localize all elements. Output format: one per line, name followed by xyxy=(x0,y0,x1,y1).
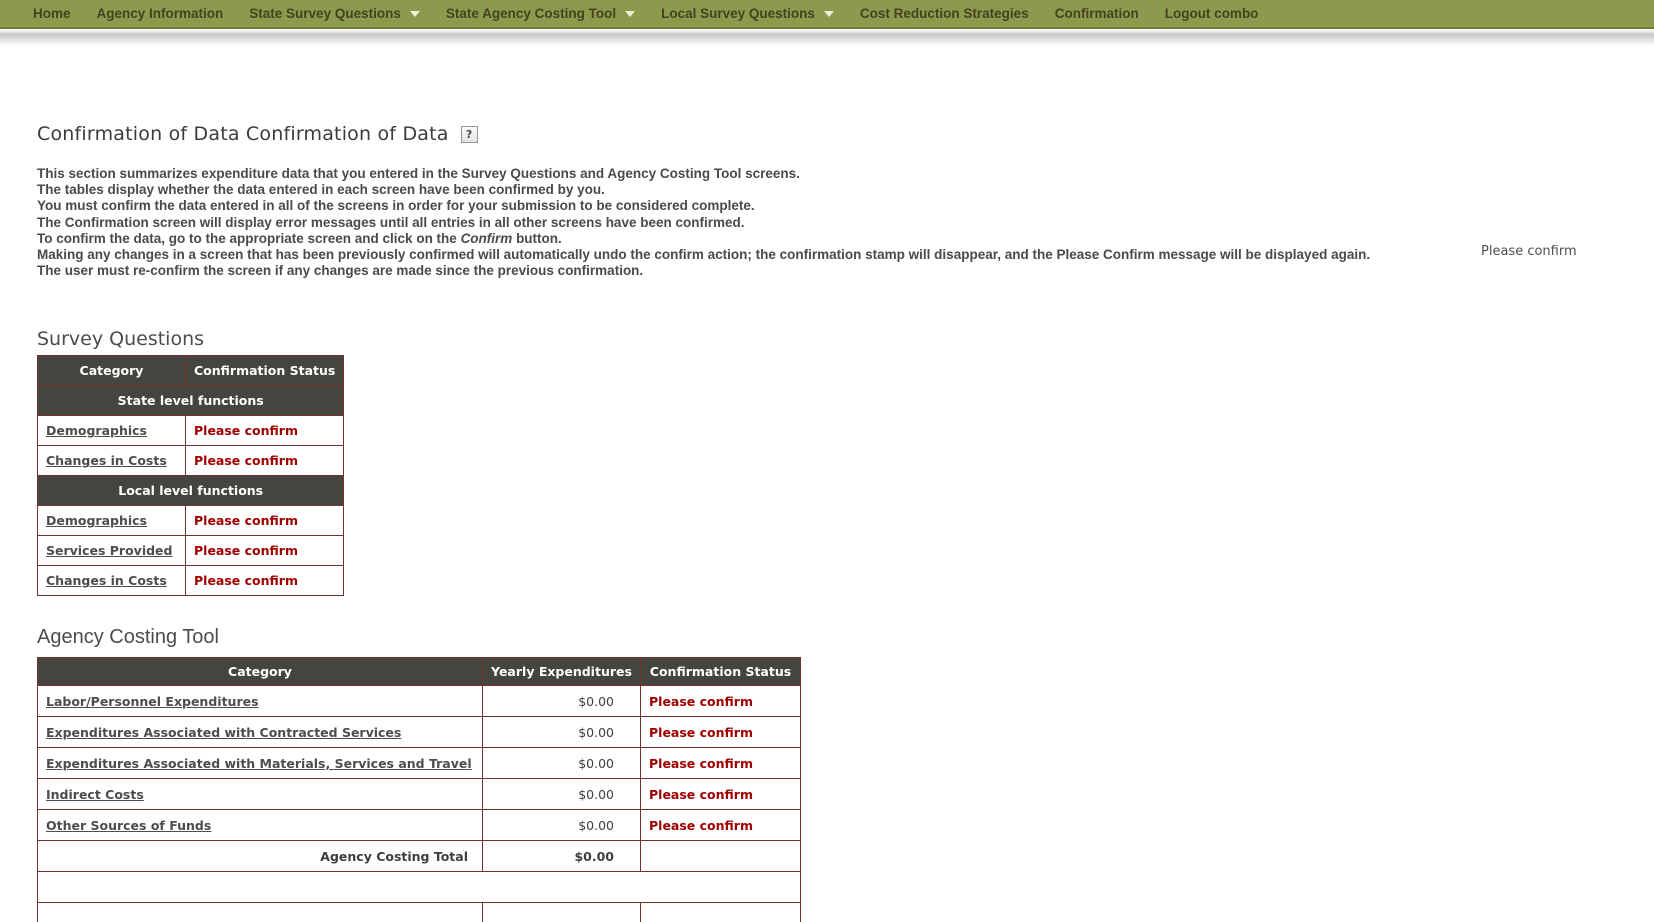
agency-costing-tool-table xyxy=(37,657,801,922)
group-header-row xyxy=(38,476,344,506)
title-row xyxy=(37,123,1654,145)
status-cell: Please confirm xyxy=(186,416,344,446)
local-services-provided-link[interactable]: Services Provided xyxy=(46,543,173,559)
confirm-word-italic: Confirm xyxy=(460,230,513,246)
nav-item-state-survey-questions[interactable] xyxy=(236,6,433,21)
column-header-category: Category xyxy=(38,658,483,686)
category-cell xyxy=(38,536,186,566)
column-header-confirmation-status: Confirmation Status xyxy=(641,658,801,686)
nav-item-label: Cost Reduction Strategies xyxy=(859,6,1029,21)
column-header-confirmation-status: Confirmation Status xyxy=(186,356,344,386)
table-row xyxy=(38,446,344,476)
status-cell: Please confirm xyxy=(641,779,801,810)
nav-item-label: Home xyxy=(33,6,71,21)
labor-personnel-expenditures-link[interactable]: Labor/Personnel Expenditures xyxy=(46,693,259,709)
category-cell xyxy=(38,416,186,446)
amount-cell: $0.00 xyxy=(483,810,641,841)
nav-item-logout-combo[interactable] xyxy=(1152,6,1272,21)
nav-item-local-survey-questions[interactable] xyxy=(648,6,847,21)
page-title: Confirmation of Data Confirmation of Data xyxy=(37,123,449,145)
column-header-yearly-expenditures: Yearly Expenditures xyxy=(483,658,641,686)
local-demographics-link[interactable]: Demographics xyxy=(46,513,147,529)
nav-item-home[interactable] xyxy=(20,6,84,21)
table-header-row xyxy=(38,356,344,386)
amount-cell: $0.00 xyxy=(483,779,641,810)
nav-item-cost-reduction-strategies[interactable] xyxy=(847,6,1042,21)
table-row xyxy=(38,748,801,779)
state-changes-in-costs-link[interactable]: Changes in Costs xyxy=(46,453,167,469)
table-row xyxy=(38,779,801,810)
nav-item-state-agency-costing-tool[interactable] xyxy=(433,6,648,21)
survey-questions-table xyxy=(37,355,344,596)
instruction-line: The Confirmation screen will display error messages until all entries in all other screens have been confirmed. xyxy=(37,214,745,230)
table-header-row xyxy=(38,658,801,686)
group-header-row xyxy=(38,386,344,416)
nav-item-label: Logout combo xyxy=(1164,6,1259,21)
category-cell xyxy=(38,446,186,476)
category-cell xyxy=(38,810,483,841)
empty-row xyxy=(38,872,801,903)
table-row xyxy=(38,536,344,566)
category-cell xyxy=(38,686,483,717)
help-icon[interactable]: ? xyxy=(461,126,478,143)
amount-cell: $0.00 xyxy=(483,717,641,748)
instructions-text xyxy=(37,166,1654,279)
group-header-local-level: Local level functions xyxy=(38,476,344,506)
nav-item-agency-information[interactable] xyxy=(84,6,237,21)
instruction-line: The user must re-confirm the screen if any changes are made since the previous confirmation. xyxy=(37,263,644,279)
status-cell: Please confirm xyxy=(641,686,801,717)
navbar-shadow-strip xyxy=(0,29,1654,46)
status-cell: Please confirm xyxy=(186,566,344,596)
category-cell xyxy=(38,779,483,810)
nav-item-label: Local Survey Questions xyxy=(661,6,815,21)
status-cell: Please confirm xyxy=(186,536,344,566)
status-cell: Please confirm xyxy=(641,810,801,841)
agency-costing-tool-heading: Agency Costing Tool xyxy=(37,626,219,649)
total-amount-cell: $0.00 xyxy=(483,841,641,872)
table-row xyxy=(38,566,344,596)
status-cell: Please confirm xyxy=(186,446,344,476)
nav-item-label: Agency Information xyxy=(96,6,224,21)
amount-cell: $0.00 xyxy=(483,748,641,779)
status-cell: Please confirm xyxy=(641,748,801,779)
group-header-state-level: State level functions xyxy=(38,386,344,416)
materials-services-travel-link[interactable]: Expenditures Associated with Materials, Services and Travel xyxy=(46,755,472,771)
nav-item-label: State Agency Costing Tool xyxy=(445,6,617,21)
instruction-line: This section summarizes expenditure data that you entered in the Survey Questions and Agency Costing Tool screens. xyxy=(37,166,800,181)
state-demographics-link[interactable]: Demographics xyxy=(46,423,147,439)
nav-item-label: Confirmation xyxy=(1054,6,1139,21)
total-label-cell: Agency Costing Total xyxy=(38,841,483,872)
table-row xyxy=(38,686,801,717)
table-row xyxy=(38,506,344,536)
nav-item-confirmation[interactable] xyxy=(1042,6,1152,21)
table-row xyxy=(38,717,801,748)
main-content xyxy=(0,123,1654,922)
status-cell: Please confirm xyxy=(186,506,344,536)
contracted-services-link[interactable]: Expenditures Associated with Contracted Services xyxy=(46,724,402,740)
chevron-down-icon xyxy=(625,11,635,17)
status-cell: Please confirm xyxy=(641,717,801,748)
instruction-line: The tables display whether the data entered in each screen have been confirmed by you. xyxy=(37,182,605,198)
category-cell xyxy=(38,506,186,536)
chevron-down-icon xyxy=(410,11,420,17)
amount-cell: $0.00 xyxy=(483,686,641,717)
total-row xyxy=(38,841,801,872)
survey-questions-heading: Survey Questions xyxy=(37,328,205,351)
category-cell xyxy=(38,566,186,596)
indirect-costs-link[interactable]: Indirect Costs xyxy=(46,786,144,802)
nav-item-label: State Survey Questions xyxy=(249,6,401,21)
table-row xyxy=(38,416,344,446)
other-sources-of-funds-link[interactable]: Other Sources of Funds xyxy=(46,817,212,833)
local-changes-in-costs-link[interactable]: Changes in Costs xyxy=(46,573,167,589)
instruction-line: You must confirm the data entered in all of the screens in order for your submission to be considered complete. xyxy=(37,198,755,214)
instruction-line: To confirm the data, go to the appropriate screen and click on the Confirm button. xyxy=(37,230,562,246)
instruction-line: Making any changes in a screen that has been previously confirmed will automatically undo the confirm action; the confirmation stamp will disappear, and the Please Confirm message will be displayed again. xyxy=(37,247,1371,263)
top-navbar xyxy=(0,0,1654,29)
header-confirm-status: Please confirm xyxy=(1481,244,1577,259)
chevron-down-icon xyxy=(824,11,834,17)
table-row xyxy=(38,810,801,841)
empty-cell xyxy=(38,872,801,903)
category-cell xyxy=(38,717,483,748)
partial-row xyxy=(38,903,801,922)
total-status-cell xyxy=(641,841,801,872)
column-header-category: Category xyxy=(38,356,186,386)
category-cell xyxy=(38,748,483,779)
